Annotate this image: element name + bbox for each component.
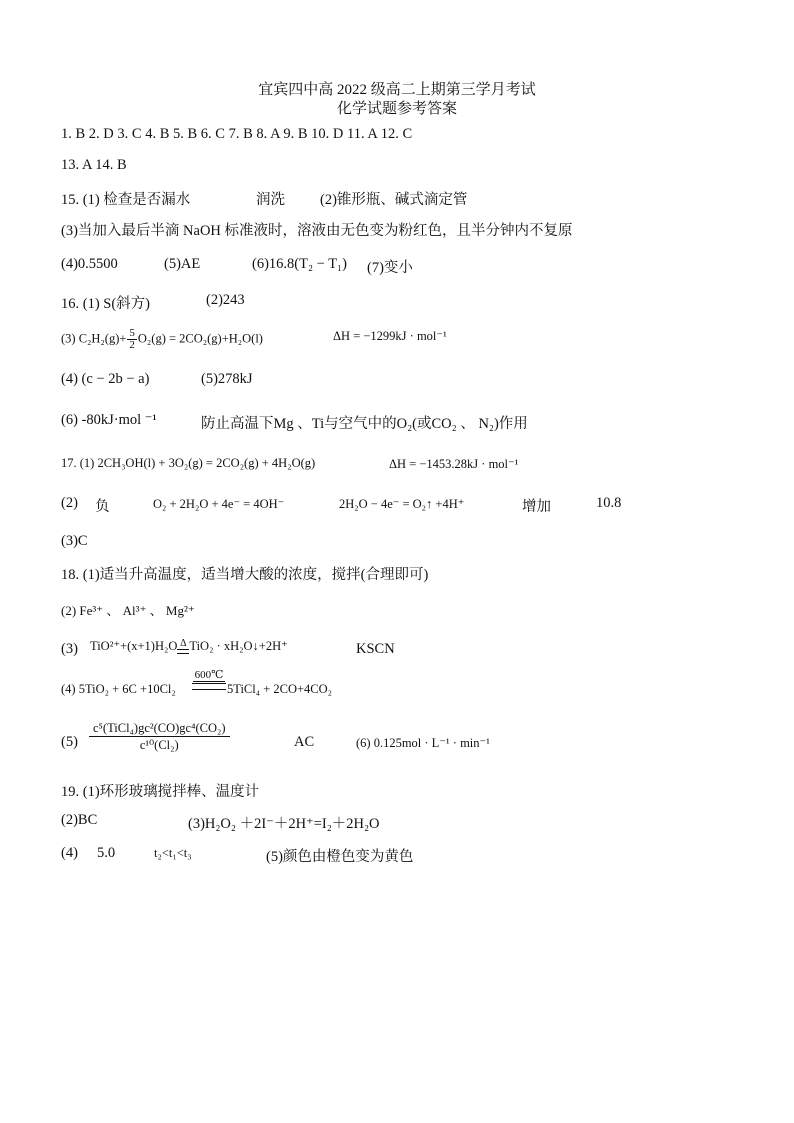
q18-part-6: (6) 0.125mol · L⁻¹ · min⁻¹ — [356, 736, 490, 750]
q19-part-1: 19. (1)环形玻璃搅拌棒、温度计 — [61, 784, 260, 800]
q18-part-3-label: (3) — [61, 641, 78, 657]
q17-part-2-change: 增加 — [522, 499, 551, 515]
q19-line-2 — [61, 812, 741, 832]
q17-part-1-equation: 17. (1) 2CH₃OH(l) + 3O₂(g) = 2CO₂(g) + 4H₂O(g) — [61, 456, 316, 470]
q18-line-5 — [61, 720, 741, 762]
heat-condition: Δ — [177, 639, 189, 654]
q18-line-4 — [61, 670, 741, 700]
q16-part-3-equation: (3) C₂H₂(g)+ $\frac{5}{2}$ O₂(g) = 2CO₂(g)+H₂O(l) — [61, 327, 263, 351]
q15-part-1-rinse: 润洗 — [256, 192, 285, 208]
q19-part-3: (3)H₂O₂ ＋2I⁻＋2H⁺=I₂＋2H₂O — [188, 816, 380, 832]
exam-subtitle: 化学试题参考答案 — [336, 101, 457, 117]
q16-part-3-enthalpy: ΔH = −1299kJ · mol⁻¹ — [333, 329, 447, 343]
q16-part-5: (5)278kJ — [201, 371, 253, 387]
q19-line-3 — [61, 845, 741, 865]
q16-line-3 — [61, 371, 741, 391]
q19-part-2: (2)BC — [61, 812, 98, 828]
q17-part-2-pole: 负 — [95, 499, 110, 515]
q15-part-4: (4)0.5500 — [61, 256, 118, 272]
q15-part-5: (5)AE — [164, 256, 201, 272]
q16-part-4: (4) (c − 2b − a) — [61, 371, 150, 387]
q18-part-2: (2) Fe³⁺ 、 Al³⁺ 、 Mg²⁺ — [61, 603, 195, 618]
q16-part-2: (2)243 — [206, 292, 245, 308]
q17-part-2-value: 10.8 — [596, 495, 622, 511]
q18-part-4-label: (4) 5TiO₂ + 6C +10Cl₂ — [61, 682, 176, 696]
q18-part-3-reagent: KSCN — [356, 641, 395, 657]
mc-answers-row-1: 1. B 2. D 3. C 4. B 5. B 6. C 7. B 8. A 9. B 10. D 11. A 12. C — [61, 126, 413, 142]
q17-part-2-cathode: O₂ + 2H₂O + 4e⁻ = 4OH⁻ — [153, 497, 285, 511]
exam-title: 宜宾四中高 2022 级高二上期第三学月考试 — [258, 82, 536, 98]
q16-part-1: 16. (1) S(斜方) — [61, 296, 151, 312]
q18-line-3 — [61, 633, 741, 659]
q17-part-3: (3)C — [61, 533, 88, 549]
q18-part-1: 18. (1)适当升高温度，适当增大酸的浓度，搅拌(合理即可) — [61, 567, 429, 583]
q17-part-1-enthalpy: ΔH = −1453.28kJ · mol⁻¹ — [389, 457, 519, 471]
q16-line-1 — [61, 292, 741, 312]
mc-answers-row-2: 13. A 14. B — [61, 157, 127, 173]
q19-part-4-label: (4) — [61, 845, 78, 861]
q17-line-1 — [61, 455, 741, 475]
q18-part-4-condition: 600℃ — [192, 670, 226, 690]
q18-part-4-products: 5TiCl₄ + 2CO+4CO₂ — [227, 682, 333, 696]
fraction-five-halves: $\frac{5}{2}$ — [129, 327, 135, 351]
q19-part-5: (5)颜色由橙色变为黄色 — [266, 849, 414, 865]
q18-part-5-answer: AC — [294, 734, 315, 750]
q15-line-3 — [61, 256, 741, 276]
q15-line-1 — [61, 188, 741, 208]
q18-part-5-label: (5) — [61, 734, 78, 750]
q18-part-3-equation: TiO²⁺+(x+1)H₂O Δ TiO₂ · xH₂O↓+2H⁺ — [90, 638, 288, 653]
q15-part-2: (2)锥形瓶、碱式滴定管 — [320, 192, 468, 208]
q16-line-2 — [61, 322, 741, 352]
q16-part-6: (6) -80kJ·mol ⁻¹ — [61, 412, 157, 428]
q15-part-3: (3)当加入最后半滴 NaOH 标准液时，溶液由无色变为粉红色，且半分钟内不复原 — [61, 223, 573, 239]
q17-line-2 — [61, 495, 741, 515]
q15-part-7: (7)变小 — [367, 260, 413, 276]
q19-part-4-order: t₂<t₁<t₃ — [154, 846, 192, 860]
q15-part-1: 15. (1) 检查是否漏水 — [61, 192, 191, 208]
q17-part-2-label: (2) — [61, 495, 78, 511]
equilibrium-constant-fraction: c⁵(TiCl₄)gc²(CO)gc⁴(CO₂) c¹⁰(Cl₂) — [89, 720, 230, 753]
q16-part-6-reason: 防止高温下Mg 、Ti与空气中的O₂(或CO₂ 、 N₂)作用 — [201, 416, 528, 432]
q16-line-4 — [61, 412, 741, 432]
q19-part-4-value: 5.0 — [97, 845, 116, 861]
q15-part-6: (6)16.8(T₂ − T₁) — [252, 256, 347, 272]
q17-part-2-anode: 2H₂O − 4e⁻ = O₂↑ +4H⁺ — [339, 497, 465, 511]
